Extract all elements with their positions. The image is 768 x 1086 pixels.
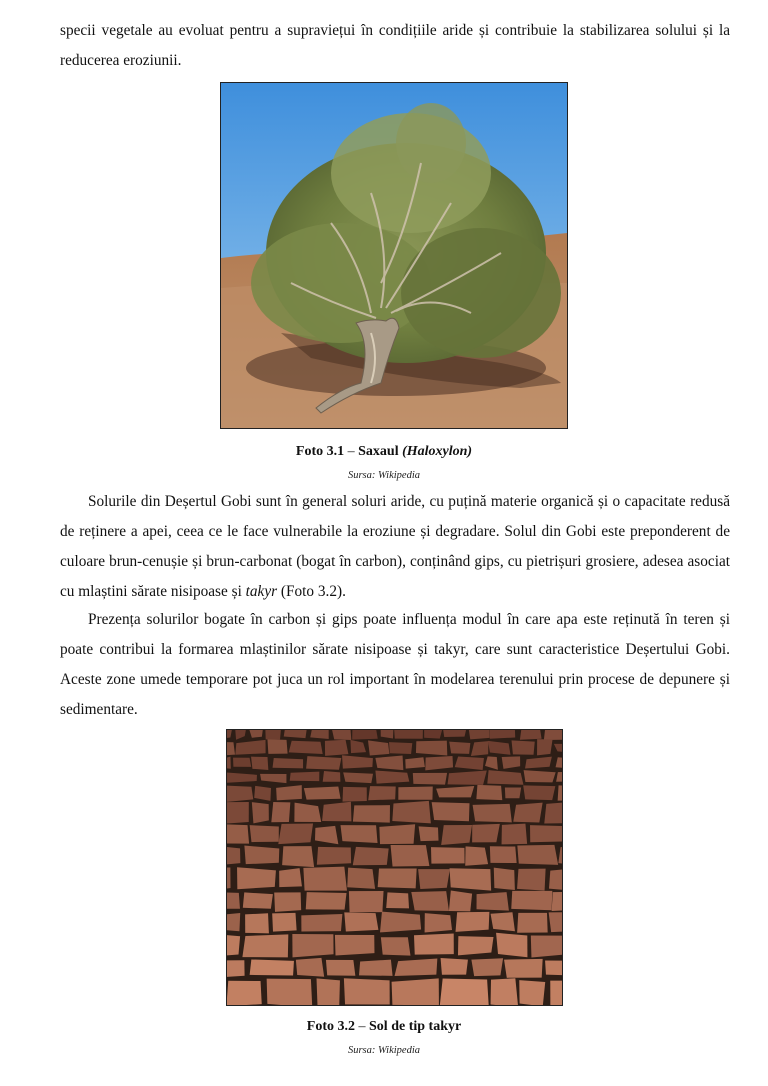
mud-tile xyxy=(490,846,517,863)
mud-tile xyxy=(301,914,342,932)
mud-tile xyxy=(237,867,276,889)
mud-tile xyxy=(517,845,558,865)
mud-tile xyxy=(443,730,467,737)
mud-tile xyxy=(441,825,472,845)
mud-tile xyxy=(347,868,375,889)
mud-tile xyxy=(476,785,502,800)
mud-tile xyxy=(389,742,412,754)
mud-tile xyxy=(524,770,556,782)
mud-tile xyxy=(279,868,302,887)
paragraph-soils-text: Solurile din Deșertul Gobi sunt în general soluri aride, cu puțină materie organică și o capacitate redusă de reținere a apei, ceea ce le face vulnerabile la eroziune și degradare. Solul din Gobi este preponderent de culoare brun-cenușie și brun-carbonat (bogat în carbon), conținând gips, cu pietrișuri grosiere, adesea asociat cu mlaștini sărate nisipoase și xyxy=(60,493,730,600)
mud-tile xyxy=(368,786,396,800)
mud-tile xyxy=(227,934,240,956)
mud-tile xyxy=(317,847,351,865)
paragraph-intro: specii vegetale au evoluat pentru a supraviețui în condițiile aride și contribuie la stabilizarea solului și la reducerea eroziunii. xyxy=(60,22,730,69)
mud-tile xyxy=(392,978,439,1005)
figure2-label: Foto 3.2 xyxy=(306,1019,356,1034)
mud-tile xyxy=(227,981,262,1005)
mud-tile xyxy=(550,981,562,1005)
mud-tile xyxy=(243,892,273,908)
mud-tile xyxy=(265,730,281,740)
mud-tile xyxy=(471,958,503,976)
mud-tile xyxy=(227,824,249,844)
mud-tile xyxy=(431,847,465,863)
mud-tile xyxy=(505,787,521,798)
mud-tile xyxy=(227,960,245,977)
mud-tile xyxy=(375,755,403,770)
mud-tile xyxy=(267,739,287,754)
mud-tile xyxy=(496,933,527,957)
mud-tile xyxy=(398,787,432,800)
mud-tile xyxy=(395,959,438,976)
mud-tile xyxy=(419,826,439,841)
mud-tile xyxy=(472,824,500,842)
figure1-caption xyxy=(0,444,768,460)
mud-tile xyxy=(326,960,355,976)
mud-tile xyxy=(473,804,512,823)
mud-tile xyxy=(274,892,301,912)
figure1-name: Saxaul xyxy=(358,444,399,459)
mud-tile xyxy=(322,802,351,822)
mud-tile xyxy=(440,978,489,1005)
mud-tile xyxy=(530,825,562,842)
mud-tile xyxy=(278,823,313,844)
mud-tile xyxy=(491,978,519,1005)
mud-tile xyxy=(531,935,562,957)
mud-tile xyxy=(545,961,562,976)
mud-tile xyxy=(449,742,470,754)
mud-tile xyxy=(340,825,377,843)
mud-tile xyxy=(250,959,294,975)
mud-tile xyxy=(227,802,249,824)
mud-tile xyxy=(386,892,409,908)
mud-tile xyxy=(292,934,333,957)
saxaul-illustration xyxy=(221,83,567,428)
mud-tile xyxy=(432,802,470,821)
photo-saxaul xyxy=(220,82,568,429)
mud-tile xyxy=(537,739,552,755)
mud-tile xyxy=(455,912,489,932)
mud-tile xyxy=(304,787,341,800)
mud-tile xyxy=(349,891,384,912)
mud-tile xyxy=(394,730,423,739)
mud-tile xyxy=(416,741,447,756)
mud-tile xyxy=(458,936,494,955)
mud-tile xyxy=(242,934,288,957)
figure2-source: Sursa: Wikipedia xyxy=(347,1045,421,1056)
mud-tile xyxy=(513,803,542,823)
mud-tile xyxy=(449,891,472,912)
mud-tile xyxy=(344,978,390,1004)
mud-tile xyxy=(468,730,489,739)
mud-tile xyxy=(517,869,546,891)
mud-tile xyxy=(504,959,543,978)
mud-tile xyxy=(306,756,341,770)
mud-tile xyxy=(544,802,562,823)
mud-tile xyxy=(303,867,347,891)
mud-tile xyxy=(289,741,323,754)
mud-tile xyxy=(325,740,348,756)
mud-tile xyxy=(306,892,347,910)
takyr-illustration xyxy=(227,730,562,1005)
mud-tile xyxy=(477,892,509,910)
mud-tile xyxy=(414,934,454,955)
mud-tile xyxy=(378,868,417,888)
term-takyr: takyr xyxy=(245,583,278,600)
paragraph-soils xyxy=(60,487,730,607)
figure1-latin: (Haloxylon) xyxy=(402,444,473,459)
mud-tile xyxy=(233,758,251,767)
mud-tile xyxy=(523,785,555,800)
mud-tile xyxy=(353,805,390,822)
mud-tile xyxy=(343,772,373,783)
figure1-label: Foto 3.1 xyxy=(295,444,345,459)
mud-tile xyxy=(317,978,340,1005)
mud-tile xyxy=(511,891,552,910)
mud-tile xyxy=(381,937,411,955)
mud-tile xyxy=(425,913,452,932)
mud-tile xyxy=(418,869,450,889)
paragraph-carbon-gypsum: Prezența solurilor bogate în carbon și gips poate influența modul în care apa este reținută în teren și poate contribui la formarea mlaștinilor sărate nisipoase și takyr, care sunt caracteristice Deșertului Gobi. Aceste zone umede temporare pot juca un rol important în modelarea terenului prin procese de depunere și sedimentare. xyxy=(60,611,730,718)
mud-tile xyxy=(520,730,542,740)
mud-tile xyxy=(424,730,442,739)
figure2-dash: – xyxy=(355,1019,370,1034)
mud-tile xyxy=(411,891,449,911)
mud-tile xyxy=(465,846,488,865)
mud-tile xyxy=(552,892,562,911)
mud-tile xyxy=(544,730,562,740)
mud-tile xyxy=(296,958,324,977)
mud-tile xyxy=(227,757,231,769)
mud-tile xyxy=(353,847,389,865)
mud-tile xyxy=(273,758,304,768)
paragraph-soils-ref: (Foto 3.2). xyxy=(277,583,346,600)
mud-tile xyxy=(512,740,535,754)
mud-tile xyxy=(494,868,515,890)
figure2-name: Sol de tip takyr xyxy=(369,1019,462,1034)
figure1-dash: – xyxy=(344,444,359,459)
mud-tile xyxy=(450,868,492,890)
mud-tile xyxy=(359,960,393,976)
mud-tile xyxy=(491,912,515,931)
mud-tile xyxy=(252,802,269,823)
mud-tile xyxy=(441,958,468,975)
mud-tile xyxy=(227,892,240,909)
mud-tile xyxy=(405,757,425,768)
mud-tile xyxy=(290,772,320,782)
mud-tile xyxy=(352,730,378,740)
mud-tile xyxy=(251,757,268,770)
mud-tile xyxy=(227,868,231,891)
mud-tile xyxy=(227,846,240,866)
figure2-caption xyxy=(0,1019,768,1035)
mud-tile xyxy=(335,935,375,956)
mud-tile xyxy=(380,912,421,933)
mud-tile xyxy=(413,773,447,785)
mud-tile xyxy=(519,980,545,1005)
figure1-source: Sursa: Wikipedia xyxy=(347,470,421,481)
mud-tile xyxy=(379,824,415,844)
mud-tile xyxy=(490,730,515,739)
mud-tile xyxy=(342,787,366,802)
mud-tile xyxy=(517,913,548,933)
mud-tile xyxy=(272,913,296,932)
mud-tile xyxy=(331,730,351,740)
mud-tile xyxy=(244,846,279,865)
mud-tile xyxy=(391,845,430,866)
mud-tile xyxy=(282,846,314,867)
mud-tile xyxy=(549,868,562,891)
mud-tile xyxy=(344,912,378,931)
mud-tile xyxy=(323,771,341,782)
mud-tile xyxy=(250,825,279,842)
photo-takyr xyxy=(226,729,563,1006)
mud-tile xyxy=(267,979,313,1005)
mud-tile xyxy=(271,802,290,822)
mud-tile xyxy=(502,824,528,845)
mud-tile xyxy=(245,913,269,933)
mud-tile xyxy=(227,913,240,931)
mud-tile xyxy=(392,801,431,823)
